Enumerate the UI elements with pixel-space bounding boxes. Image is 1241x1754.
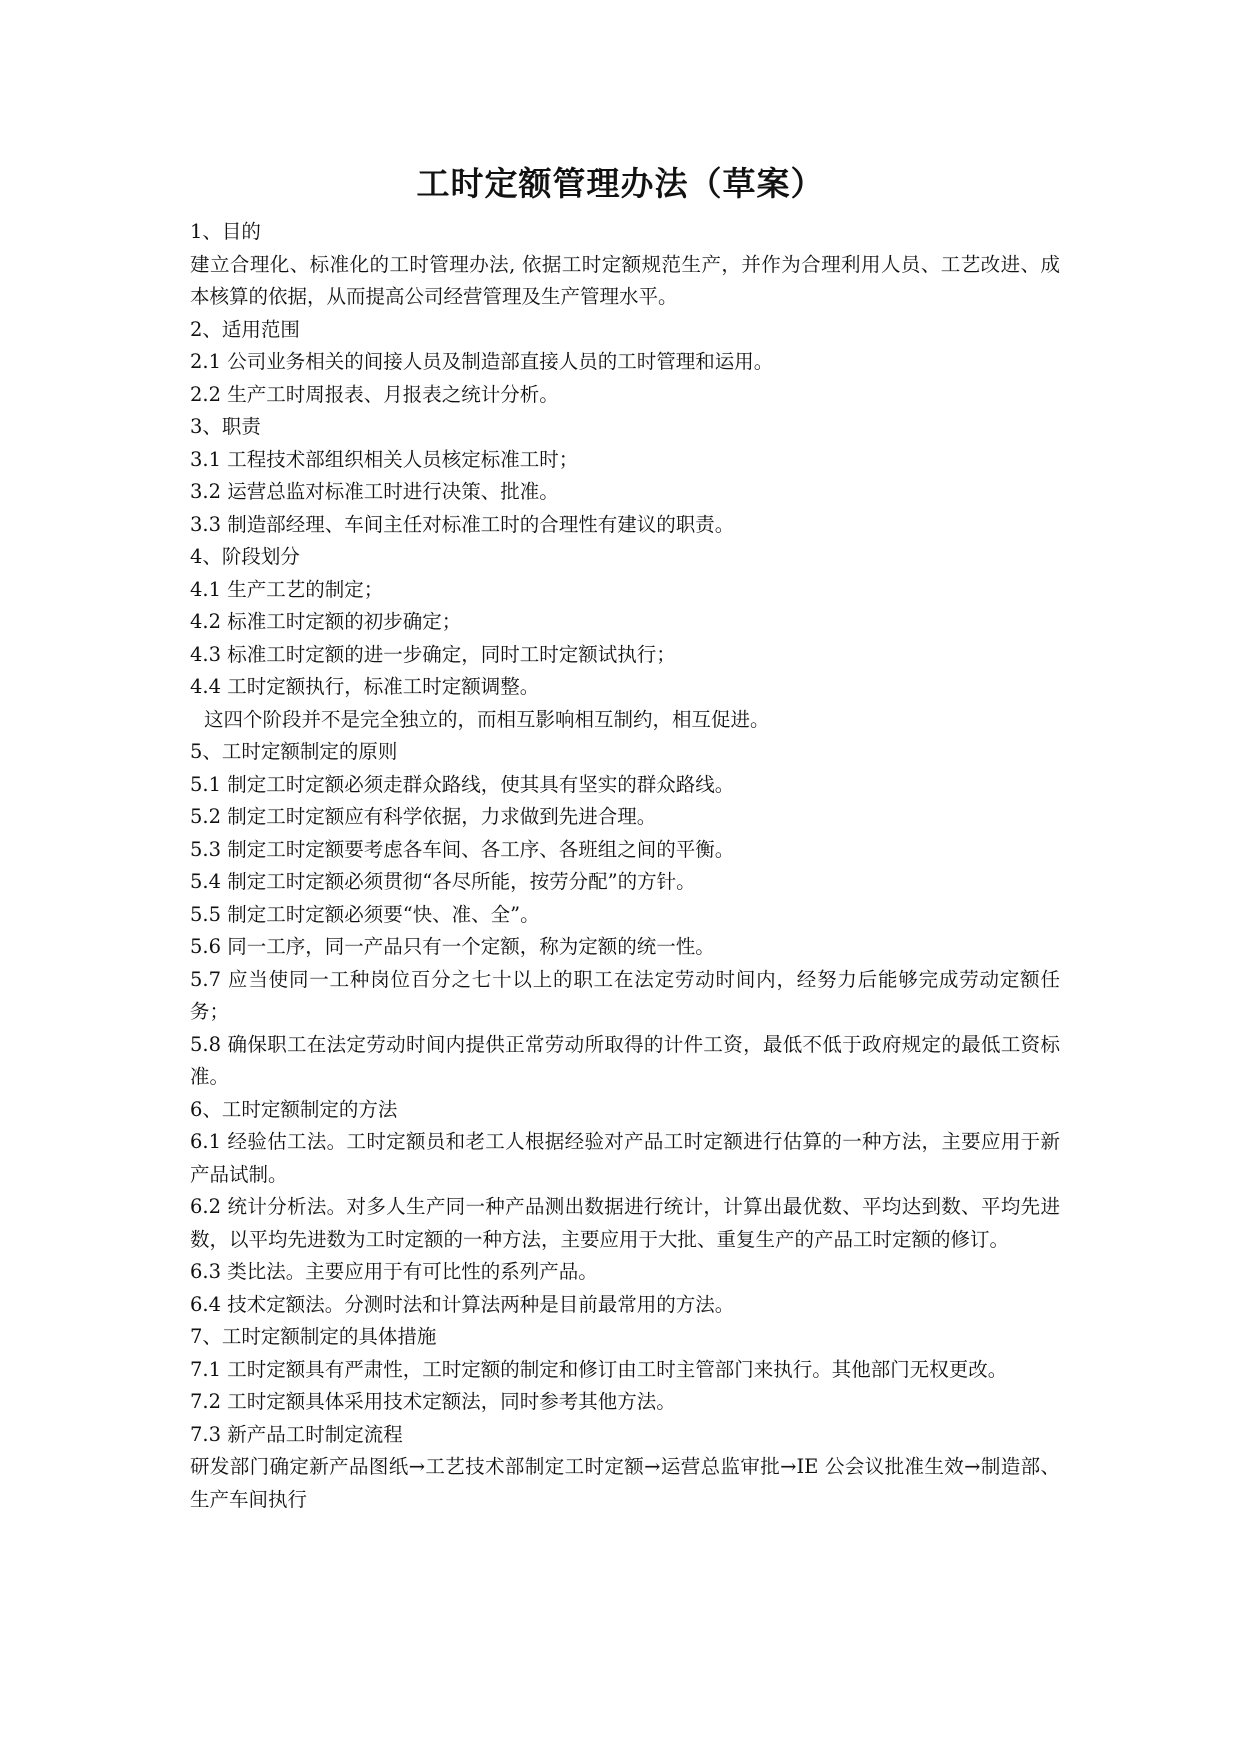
responsibility-item: 3.2 运营总监对标准工时进行决策、批准。 (190, 480, 559, 503)
method-item: 6.1 经验估工法。工时定额员和老工人根据经验对产品工时定额进行估算的一种方法，主要应用于新产品试制。 (190, 1130, 1060, 1186)
section-heading-principles: 5、工时定额制定的原则 (190, 740, 398, 763)
measure-item: 7.1 工时定额具有严肃性，工时定额的制定和修订由工时主管部门来执行。其他部门无权更改。 (190, 1357, 1008, 1381)
section-heading-measures: 7、工时定额制定的具体措施 (190, 1325, 437, 1348)
purpose-text: 建立合理化、标准化的工时管理办法, 依据工时定额规范生产，并作为合理利用人员、工艺改进、成本核算的依据，从而提高公司经营管理及生产管理水平。 (190, 252, 1060, 308)
phase-item: 4.3 标准工时定额的进一步确定，同时工时定额试执行； (190, 642, 676, 666)
phase-item: 4.4 工时定额执行，标准工时定额调整。 (190, 675, 540, 698)
principle-item: 5.2 制定工时定额应有科学依据，力求做到先进合理。 (190, 805, 657, 828)
principle-item: 5.5 制定工时定额必须要“快、准、全”。 (190, 902, 540, 926)
section-heading-methods: 6、工时定额制定的方法 (190, 1097, 398, 1121)
principle-item: 5.1 制定工时定额必须走群众路线，使其具有坚实的群众路线。 (190, 772, 735, 796)
responsibility-item: 3.3 制造部经理、车间主任对标准工时的合理性有建议的职责。 (190, 512, 735, 536)
responsibility-item: 3.1 工程技术部组织相关人员核定标准工时； (190, 447, 579, 471)
scope-item: 2.2 生产工时周报表、月报表之统计分析。 (190, 382, 559, 406)
principle-item: 5.6 同一工序，同一产品只有一个定额，称为定额的统一性。 (190, 935, 715, 958)
phase-note: 这四个阶段并不是完全独立的，而相互影响相互制约，相互促进。 (204, 707, 770, 731)
section-heading-responsibilities: 3、职责 (190, 415, 261, 438)
principle-item: 5.8 确保职工在法定劳动时间内提供正常劳动所取得的计件工资，最低不低于政府规定的最低工资标准。 (190, 1032, 1060, 1088)
principle-item: 5.4 制定工时定额必须贯彻“各尽所能，按劳分配”的方针。 (190, 870, 696, 893)
section-heading-scope: 2、适用范围 (190, 317, 300, 341)
process-flow-text: 研发部门确定新产品图纸→工艺技术部制定工时定额→运营总监审批→IE 公会议批准生效→制造部、生产车间执行 (190, 1455, 1060, 1511)
scope-item: 2.1 公司业务相关的间接人员及制造部直接人员的工时管理和运用。 (190, 350, 774, 373)
measure-item: 7.2 工时定额具体采用技术定额法，同时参考其他方法。 (190, 1390, 676, 1413)
method-item: 6.4 技术定额法。分测时法和计算法两种是目前最常用的方法。 (190, 1292, 735, 1316)
phase-item: 4.2 标准工时定额的初步确定； (190, 610, 462, 633)
section-heading-phases: 4、阶段划分 (190, 545, 300, 568)
section-heading-purpose: 1、目的 (190, 220, 261, 243)
method-item: 6.2 统计分析法。对多人生产同一种产品测出数据进行统计，计算出最优数、平均达到数、平均先进数，以平均先进数为工时定额的一种方法，主要应用于大批、重复生产的产品工时定额的修订。 (190, 1195, 1060, 1251)
document-body (190, 216, 1060, 1516)
phase-item: 4.1 生产工艺的制定； (190, 577, 384, 601)
measure-item: 7.3 新产品工时制定流程 (190, 1422, 403, 1446)
principle-item: 5.3 制定工时定额要考虑各车间、各工序、各班组之间的平衡。 (190, 837, 735, 861)
principle-item: 5.7 应当使同一工种岗位百分之七十以上的职工在法定劳动时间内，经努力后能够完成劳动定额任务； (190, 967, 1060, 1023)
document-title: 工时定额管理办法（草案） (416, 164, 825, 203)
method-item: 6.3 类比法。主要应用于有可比性的系列产品。 (190, 1260, 598, 1283)
